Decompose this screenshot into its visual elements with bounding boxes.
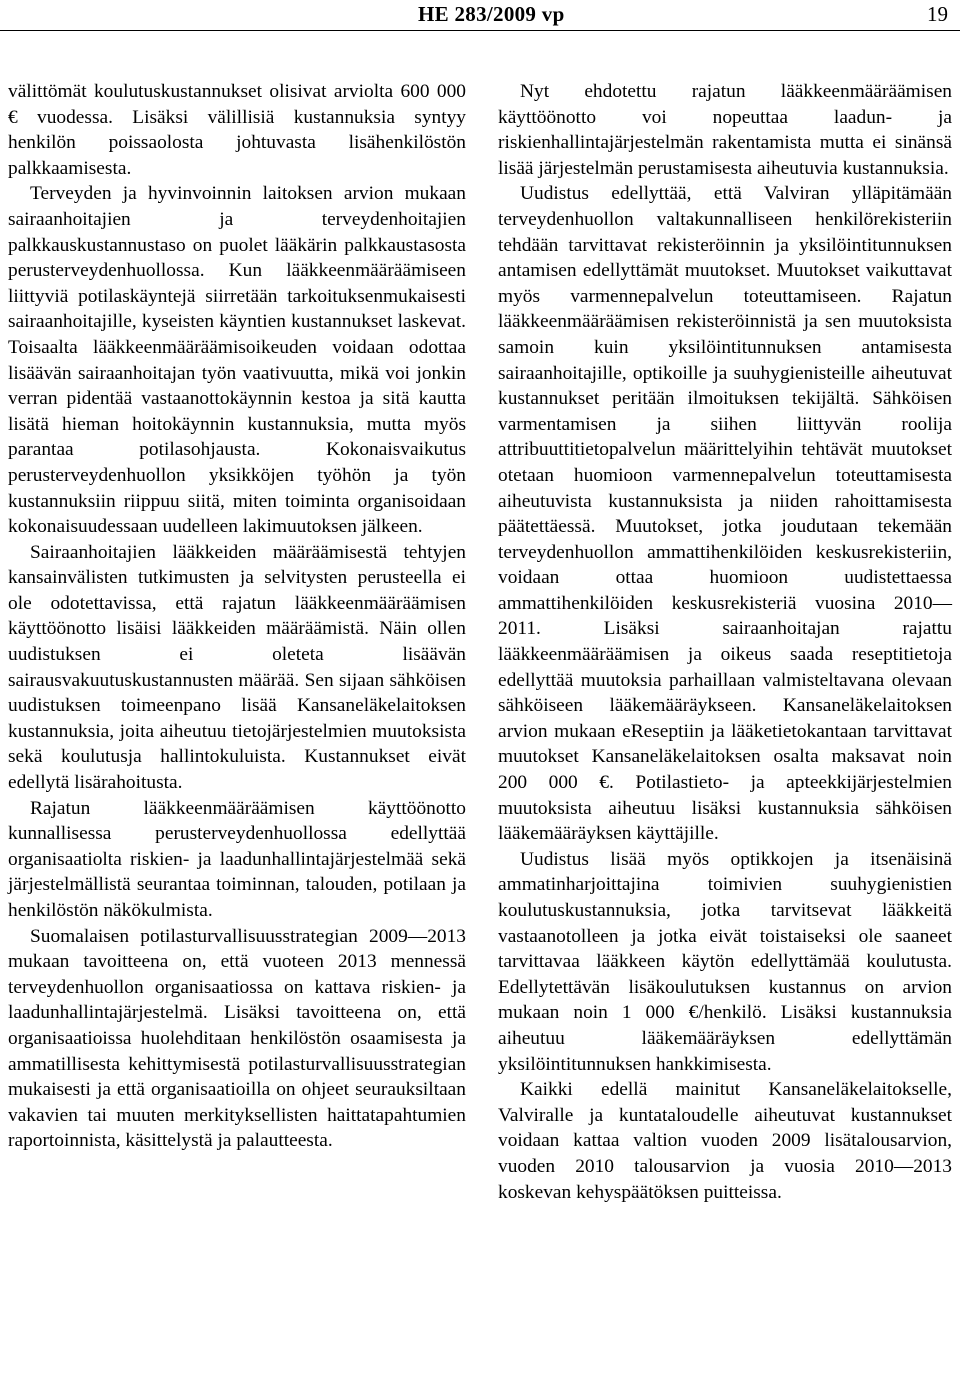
left-column bbox=[8, 79, 466, 1154]
paragraph: Rajatun lääkkeenmääräämisen käyttöönotto kunnallisessa perusterveydenhuollossa edellyttää organisaatiolta riskien- ja laadunhallintajärjestelmää sekä järjestelmällistä seurantaa toiminnan, talouden, potilaan ja henkilöstön näkökulmista. bbox=[8, 797, 466, 921]
right-column bbox=[498, 79, 952, 1205]
paragraph: Nyt ehdotettu rajatun lääkkeenmääräämisen käyttöönotto voi nopeuttaa laadun- ja riskienhallintajärjestelmän rakentamista mutta ei sinänsä lisää järjestelmän perustamisesta aiheutuvia kustannuksia. bbox=[498, 81, 952, 179]
page-number: 19 bbox=[927, 2, 948, 26]
paragraph: Kaikki edellä mainitut Kansaneläkelaitokselle, Valviralle ja kuntataloudelle aiheutuvat kustannukset voidaan kattaa valtion vuoden 2009 lisätalousarvion, vuoden 2010 talousarvion ja vuosia 2010—2013 koskevan kehyspäätöksen puitteissa. bbox=[498, 1079, 952, 1203]
page-header bbox=[0, 0, 960, 31]
paragraph: välittömät koulutuskustannukset olisivat arviolta 600 000 € vuodessa. Lisäksi välillisiä kustannuksia syntyy henkilön poissaolosta johtuvasta lisähenkilöstön palkkaamisesta. bbox=[8, 81, 466, 179]
paragraph: Suomalaisen potilasturvallisuusstrategian 2009—2013 mukaan tavoitteena on, että vuoteen 2013 mennessä terveydenhuollon organisaatiossa on kattava riskien- ja laadunhallintajärjestelmä. Lisäksi tavoitteena on, että organisaatioissa huolehditaan henkilöstön osaamisesta ja ammatillisesta kehittymisestä potilasturvallisuusstrategian mukaisesti ja että organisaatioilla on ohjeet seurauksiltaan vakavien tai muuten merkityksellisten haittatapahtumien raportoinnista, käsittelystä ja palautteesta. bbox=[8, 925, 466, 1152]
document-id: HE 283/2009 vp bbox=[418, 2, 565, 26]
paragraph: Uudistus lisää myös optikkojen ja itsenäisinä ammatinharjoittajina toimivien suuhygienistien koulutuskustannuksia, jotka tarvitsevat lääkkeitä vastaanotolleen ja jotka eivät toistaiseksi ole saaneet tarvittavaa lääkkeen käytön edellyttämää koulutusta. Edellytettävän lisäkoulutuksen kustannus on arvion mukaan noin 1 000 €/henkilö. Lisäksi kustannuksia aiheutuu lääkemääräyksen edellyttämän yksilöintitunnuksen hankkimisesta. bbox=[498, 848, 952, 1075]
paragraph: Sairaanhoitajien lääkkeiden määräämisestä tehtyjen kansainvälisten tutkimusten ja selvitysten perusteella ei ole odotettavissa, että rajatun lääkkeenmääräämisen käyttöönotto lisäisi lääkkeiden määräämistä. Näin ollen uudistuksen ei oleteta lisäävän sairausvakuutuskustannusten määrää. Sen sijaan sähköisen uudistuksen toimeenpano lisää Kansaneläkelaitoksen kustannuksia, joita aiheutuu tietojärjestelmien muutoksista sekä koulutusja hallintokuluista. Kustannukset eivät edellytä lisärahoitusta. bbox=[8, 541, 466, 794]
paragraph: Uudistus edellyttää, että Valviran ylläpitämään terveydenhuollon valtakunnalliseen henkilörekisteriin tehdään tarvittavat rekisteröinnin ja yksilöintitunnuksen antamisen edellyttämät muutokset. Muutokset vaikuttavat myös varmennepalvelun toteuttamiseen. Rajatun lääkkeenmääräämisen rekisteröinnistä ja sen muutoksista samoin kuin yksilöintitunnuksen antamisesta sairaanhoitajille, optikoille ja suuhygienisteille aiheutuvat kustannukset peritään ilmoituksen tekijältä. Sähköisen varmentamisen ja siihen liittyvän roolija attribuuttitietopalvelun määrittelyihin tehtävät muutokset otetaan huomioon varmennepalvelun toteuttamisesta aiheutuvista kustannuksista ja niiden rahoittamisesta päätettäessä. Muutokset, jotka joudutaan tekemään terveydenhuollon ammattihenkilöiden keskusrekisteriin, voidaan ottaa huomioon uudistettaessa ammattihenkilöiden keskusrekisteriä vuosina 2010—2011. Lisäksi sairaanhoitajan rajattu lääkkeenmääräämisen ja oikeus saada reseptitietoja edellyttää muutoksia parhaillaan valmisteltavana olevaan sähköiseen lääkemääräykseen. Kansaneläkelaitoksen arvion mukaan eReseptiin ja lääketietokantaan tarvittavat muutokset Kansaneläkelaitoksen osalta maksavat noin 200 000 €. Potilastieto- ja apteekkijärjestelmien muutoksista aiheutuu lisäksi kustannuksia sähköisen lääkemääräyksen käyttäjille. bbox=[498, 183, 952, 845]
paragraph: Terveyden ja hyvinvoinnin laitoksen arvion mukaan sairaanhoitajien ja terveydenhoitajien palkkauskustannustaso on puolet lääkärin palkkaustasosta perusterveydenhuollossa. Kun lääkkeenmääräämiseen liittyviä potilaskäyntejä siirretään tarkoituksenmukaisesti sairaanhoitajille, kyseisten käyntien kustannukset laskevat. Toisaalta lääkkeenmääräämisoikeuden voidaan odottaa lisäävän sairaanhoitajan työn vaativuutta, mikä voi jonkin verran pidentää vastaanottokäynnin kestoa ja sitä kautta lisätä hieman hoitokäynnin kustannuksia, mutta myös parantaa potilasohjausta. Kokonaisvaikutus perusterveydenhuollon yksikköjen työhön ja työn kustannuksiin riippuu siitä, miten toiminta organisoidaan kokonaisuudessaan uudelleen lakimuutoksen jälkeen. bbox=[8, 183, 466, 538]
